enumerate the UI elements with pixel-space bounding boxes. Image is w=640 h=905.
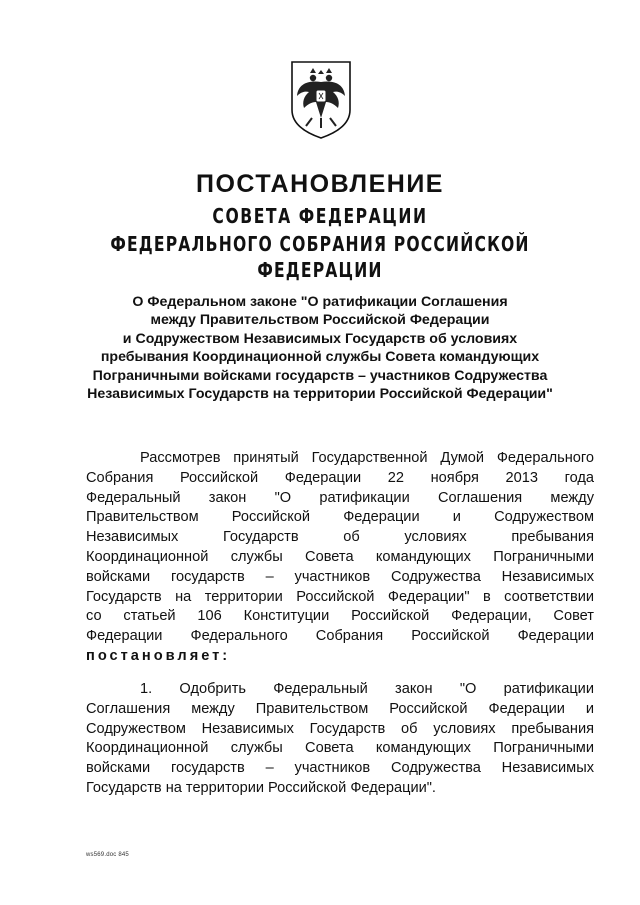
resolves-word: постановляет: <box>86 647 231 664</box>
document-title: ПОСТАНОВЛЕНИЕ <box>196 170 444 198</box>
subject-line: и Содружеством Независимых Государств об условиях <box>122 330 518 347</box>
subject-line: О Федеральном законе "О ратификации Соглашения <box>132 294 508 310</box>
body-line: Соглашения между Правительством Российской Федерации и <box>86 700 594 717</box>
body-line: Государств на территории Российской Федерации". <box>86 779 436 796</box>
body-line: Содружеством Независимых Государств об условиях пребывания <box>86 720 594 737</box>
coat-of-arms-icon <box>286 58 356 140</box>
document-subject <box>50 293 590 403</box>
subject-line: Пограничными войсками государств – участников Содружества <box>92 367 548 384</box>
body-line: Федеральный закон "О ратификации Соглашения между <box>86 489 594 506</box>
body-line: Федерации Федерального Собрания Российской Федерации <box>86 628 594 645</box>
body-line: Координационной службы Совета командующих Пограничными <box>86 740 594 757</box>
body-line: войсками государств – участников Содружества Независимых <box>86 760 594 777</box>
subject-line: пребывания Координационной службы Совета командующих <box>100 349 540 366</box>
footer-file-code: ws569.doc 845 <box>86 852 129 858</box>
body-line: Рассмотрев принятый Государственной Думой Федерального <box>140 450 594 466</box>
subject-line: между Правительством Российской Федерации <box>150 312 490 329</box>
body-line: со статьей 106 Конституции Российской Федерации, Совет <box>86 608 594 625</box>
preamble-paragraph <box>86 449 594 667</box>
resolution-item-1 <box>86 680 594 799</box>
subject-line: Независимых Государств на территории Российской Федерации" <box>87 386 553 403</box>
body-line: 1. Одобрить Федеральный закон "О ратификации <box>140 681 594 697</box>
issuer-line-2: ФЕДЕРАЛЬНОГО СОБРАНИЯ РОССИЙСКОЙ ФЕДЕРАЦИИ <box>110 232 530 282</box>
body-line: войсками государств – участников Содружества Независимых <box>86 568 594 585</box>
body-line: Правительством Российской Федерации и Содружеством <box>86 509 594 526</box>
body-line: Координационной службы Совета командующих Пограничными <box>86 548 594 565</box>
issuer-line-1: СОВЕТА ФЕДЕРАЦИИ <box>212 204 428 228</box>
body-line: Независимых Государств об условиях пребывания <box>86 529 594 546</box>
body-line: Государств на территории Российской Федерации" в соответствии <box>86 588 594 605</box>
body-line: Собрания Российской Федерации 22 ноября 2013 года <box>86 469 594 486</box>
